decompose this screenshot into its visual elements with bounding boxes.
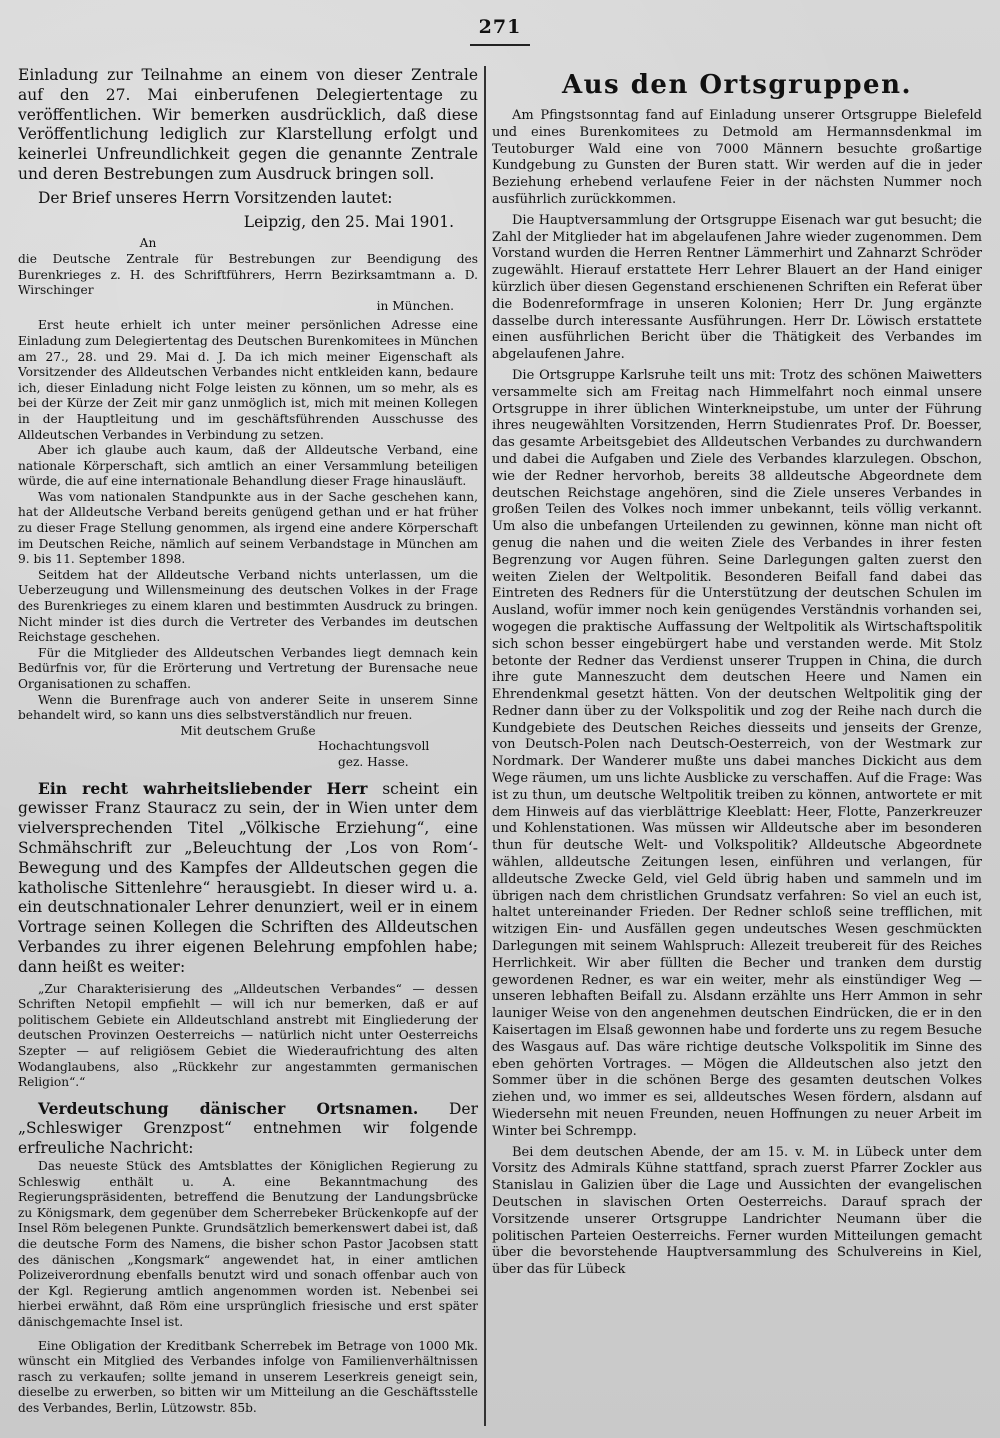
column-divider	[484, 66, 486, 1426]
letter-to: An	[139, 236, 157, 251]
ortsgruppen-paragraph-4: Bei dem deutschen Abende, der am 15. v. M. in Lübeck unter dem Vorsitz des Admirals Kühne stattfand, sprach zuerst Pfarrer Zockler aus Stanislau in Galizien über die Lage und Aussichten der evangelischen Deutschen in slavischen Orten Oesterreichs. Darauf sprach der Vorsitzende unserer Ortsgruppe Landrichter Neumann über die politischen Parteien Oesterreichs. Ferner wurden Mitteilungen gemacht über die bevorstehende Hauptversammlung des Schulvereins in Kiel, über das für Lübeck	[492, 1144, 982, 1278]
letter-paragraph-2: Aber ich glaube auch kaum, daß der Alldeutsche Verband, eine nationale Körperschaft, sich amtlich an einer Versammlung beteiligen würde, die auf eine internationale Behandlung dieser Frage hinausläuft.	[18, 443, 478, 489]
letter-dateline: Leipzig, den 25. Mai 1901.	[243, 212, 454, 231]
letter-recipient: die Deutsche Zentrale für Bestrebungen zur Beendigung des Burenkrieges z. H. des Schriftführers, Herrn Bezirksamtmann a. D. Wirschinger	[18, 251, 478, 298]
stauracz-quote: „Zur Charakterisierung des „Alldeutschen Verbandes“ — dessen Schriften Netopil empfiehlt — will ich nur bemerken, daß er auf politischem Gebiete ein Alldeutschland anstrebt mit Eingliederung der deutschen Provinzen Oesterreichs — natürlich nicht unter Oesterreichs Szepter — auf religiösem Gebiet die Wiederaufrichtung des alten Wodanglaubens, also „Rückkehr zur angestammten germanischen Religion“.“	[18, 981, 478, 1090]
letter-recipient-city: in München.	[376, 298, 454, 313]
ortsgruppen-paragraph-2: Die Hauptversammlung der Ortsgruppe Eisenach war gut besucht; die Zahl der Mitglieder hat im abgelaufenen Jahre wieder zugenommen. Dem Vorstand wurden die Herren Rentner Lämmerhirt und Zahnarzt Schröder zugewählt. Hierauf erstattete Herr Lehrer Blauert an der Hand einiger kürzlich über diesen Gegenstand erschienenen Schriften ein Referat über die Bodenreformfrage in unseren Kolonien; Herr Dr. Jung ergänzte dasselbe durch interessante Ausführungen. Herr Dr. Löwisch erstattete einen ausführlichen Bericht über die Thätigkeit des Verbandes im abgelaufenen Jahre.	[492, 212, 982, 363]
letter-greeting: Mit deutschem Gruße	[180, 723, 316, 738]
section-heading: Aus den Ortsgruppen.	[561, 70, 913, 100]
page-number: 271	[478, 16, 522, 38]
ortsgruppen-paragraph-3: Die Ortsgruppe Karlsruhe teilt uns mit: Trotz des schönen Maiwetters versammelte sich am Freitag nach Himmelfahrt noch einmal unsere Ortsgruppe in ihrer üblichen Winterkneipstube, um unter der Führung ihres neugewählten Vorsitzenden, Herrn Studienrates Prof. Dr. Boesser, das gesamte Arbeitsgebiet des Alldeutschen Verbandes zu durchwandern und dabei die Aufgaben und Ziele des Verbandes klarzulegen. Obschon, wie der Redner hervorhob, bereits 38 alldeutsche Abgeordnete dem deutschen Reichstage angehören, sind die Ziele unseres Verbandes in großen Teilen des Volkes noch immer unbekannt, teils völlig verkannt. Um also die unbefangen Urteilenden zu gewinnen, könne man nicht oft genug die nahen und die weiten Ziele des Verbandes in ihrer festen Begrenzung vor Augen führen. Seine Darlegungen galten zuerst den weiten Zielen der Weltpolitik. Besonderen Beifall fand dabei das Eintreten des Redners für die Unterstützung der deutschen Schulen im Ausland, wofür immer noch kein genügendes Verständnis vorhanden sei, wogegen die praktische Auffassung der Weltpolitik als Wirtschaftspolitik sich schon besser eingebürgert habe und verstanden werde. Mit Stolz betonte der Redner das Verdienst unserer Truppen in China, die durch ihre gute Manneszucht dem deutschen Heere und Namen ein Ehrendenkmal gesetzt hätten. Von der deutschen Weltpolitik ging der Redner dann über zu der Volkspolitik und zog der Reihe nach durch die Kundgebiete des Deutschen Reiches diesseits und jenseits der Grenze, von Deutsch-Polen nach Deutsch-Oesterreich, von der Westmark zur Nordmark. Der Wanderer mußte uns dabei manches Dickicht aus dem Wege räumen, um uns lichte Ausblicke zu verschaffen. Auf die Frage: Was ist zu thun, um deutsche Weltpolitik treiben zu können, antwortete er mit dem Hinweis auf das vierblättrige Kleeblatt: Heer, Flotte, Panzerkreuzer und Kohlenstationen. Was müssen wir Alldeutsche aber im besonderen thun für deutsche Welt- und Volkspolitik? Alldeutsche Abgeordnete wählen, alldeutsche Zeitungen lesen, einführen und verlangen, für alldeutsche Zwecke Geld, viel Geld übrig haben und sammeln und im übrigen nach dem christlichen Grundsatz verfahren: So viel an euch ist, haltet untereinander Frieden. Der Redner schloß seine trefflichen, mit witzigen Ein- und Ausfällen gegen undeutsches Wesen geschmückten Darlegungen mit seinem Wahlspruch: Allezeit treubereit für des Reiches Herrlichkeit. Wir aber füllten die Becher und tranken dem durstig gewordenen Redner, es war ein weiter, mehr als einstündiger Weg — unseren lebhaften Beifall zu. Alsdann erzählte uns Herr Ammon in sehr launiger Weise von den angenehmen deutschen Eindrücken, die er in den Kaisertagen im Elsaß gewonnen habe und forderte uns zu regem Besuche des Wasgaus auf. Das wäre richtige deutsche Volkspolitik im Sinne des eben gehörten Vortrages. — Mögen die Alldeutschen also jetzt den Sommer über in die schönen Berge des gesamten deutschen Volkes ziehen und, wo immer es sei, alldeutsches Wesen fördern, alsdann auf Wiedersehn mit neuen Freunden, neuen Hoffnungen zu neuer Arbeit im Winter bei Schrempp.	[492, 367, 982, 1139]
letter-paragraph-6: Wenn die Burenfrage auch von anderer Seite in unserem Sinne behandelt wird, so kann uns dies selbstverständlich nur freuen.	[18, 692, 478, 723]
letter-closing: Hochachtungsvoll	[318, 739, 430, 754]
letter-paragraph-1: Erst heute erhielt ich unter meiner persönlichen Adresse eine Einladung zum Delegiertentag des Deutschen Burenkomitees in München am 27., 28. und 29. Mai d. J. Da ich mich meiner Eigenschaft als Vorsitzender des Alldeutschen Verbandes nicht entkleiden kann, bedaure ich, dieser Einladung nicht Folge leisten zu können, um so mehr, als es bei der Kürze der Zeit mir ganz unmöglich ist, mich mit meinen Kollegen in der Hauptleitung und im geschäftsführenden Ausschusse des Alldeutschen Verbandes in Verbindung zu setzen.	[18, 318, 478, 442]
letter-paragraph-5: Für die Mitglieder des Alldeutschen Verbandes liegt demnach kein Bedürfnis vor, für die Erörterung und Vertretung der Burensache neue Organisationen zu schaffen.	[18, 645, 478, 691]
right-column	[492, 66, 982, 1436]
verdeutschung-quote: Das neueste Stück des Amtsblattes der Königlichen Regierung zu Schleswig enthält u. A. eine Bekanntmachung des Regierungspräsidenten, betreffend die Benutzung der Landungsbrücke zu Königsmark, dem gegenüber dem Scherrebeker Brückenkopfe auf der Insel Röm belegenen Punkte. Grundsätzlich bemerkenswert dabei ist, daß die deutsche Form des Namens, die bisher schon Pastor Jacobsen statt des dänischen „Kongsmark“ angewendet hat, in einer amtlichen Polizeiverordnung ebenfalls benutzt wird und sonach offenbar auch von der Kgl. Regierung amtlich angenommen worden ist. Nebenbei sei hierbei erwähnt, daß Röm eine ursprünglich friesische und erst später dänischgemachte Insel ist.	[18, 1159, 478, 1330]
stauracz-body: scheint ein gewisser Franz Stauracz zu sein, der in Wien unter dem vielversprechenden Titel „Völkische Erziehung“, eine Schmähschrift zur „Beleuchtung der ‚Los von Rom‘-Bewegung und des Kampfes der Alldeutschen gegen die katholische Sittenlehre“ herausgiebt. In dieser wird u. a. ein deutschnationaler Lehrer denunziert, weil er in einem Vortrage seinen Kollegen die Schriften des Alldeutschen Verbandes zu ihrer eigenen Belehrung empfohlen habe; dann heißt es weiter:	[18, 779, 478, 976]
intro-paragraph: Einladung zur Teilnahme an einem von dieser Zentrale auf den 27. Mai einberufenen Delegiertentage zu veröffentlichen. Wir bemerken ausdrücklich, daß diese Veröffentlichung lediglich zur Klarstellung erfolgt und keinerlei Unfreundlichkeit gegen die genannte Zentrale und deren Bestrebungen zum Ausdruck bringen soll.	[18, 66, 478, 183]
verdeutschung-body: Der „Schleswiger Grenzpost“ entnehmen wir folgende erfreuliche Nachricht:	[18, 1099, 478, 1158]
page-number-rule	[470, 44, 530, 46]
ortsgruppen-paragraph-1: Am Pfingstsonntag fand auf Einladung unserer Ortsgruppe Bielefeld und eines Burenkomitees zu Detmold am Hermannsdenkmal im Teutoburger Wald eine von 7000 Männern besuchte großartige Kundgebung zu Gunsten der Buren statt. Wir werden auf die in jeder Beziehung erhebend verlaufene Feier in der nächsten Nummer noch ausführlich zurückkommen.	[492, 108, 982, 207]
letter-intro: Der Brief unseres Herrn Vorsitzenden lautet:	[38, 188, 393, 207]
stauracz-paragraph	[18, 779, 478, 978]
verdeutschung-lead: Verdeutschung dänischer Ortsnamen.	[38, 1098, 419, 1118]
obligation-paragraph: Eine Obligation der Kreditbank Scherrebek im Betrage von 1000 Mk. wünscht ein Mitglied des Verbandes infolge von Familienverhältnissen rasch zu verkaufen; sollte jemand in unserem Leserkreis geneigt sein, dieselbe zu erwerben, so bitten wir um Mitteilung an die Geschäftsstelle des Verbandes, Berlin, Lützowstr. 85b.	[18, 1338, 478, 1415]
left-column	[18, 66, 478, 1436]
letter-signature: gez. Hasse.	[338, 754, 409, 769]
stauracz-lead: Ein recht wahrheitsliebender Herr	[38, 778, 368, 798]
letter-paragraph-4: Seitdem hat der Alldeutsche Verband nichts unterlassen, um die Ueberzeugung und Willensmeinung des deutschen Volkes in der Frage des Burenkrieges zu einem klaren und bestimmten Ausdruck zu bringen. Nicht minder ist dies durch die Vertreter des Verbandes im deutschen Reichstage geschehen.	[18, 567, 478, 645]
verdeutschung-paragraph	[18, 1099, 478, 1159]
letter-paragraph-3: Was vom nationalen Standpunkte aus in der Sache geschehen kann, hat der Alldeutsche Verband bereits genügend gethan und er hat früher zu dieser Frage Stellung genommen, als irgend eine andere Körperschaft im Deutschen Reiche, nämlich auf seinem Verbandstage in München am 9. bis 11. September 1898.	[18, 489, 478, 567]
